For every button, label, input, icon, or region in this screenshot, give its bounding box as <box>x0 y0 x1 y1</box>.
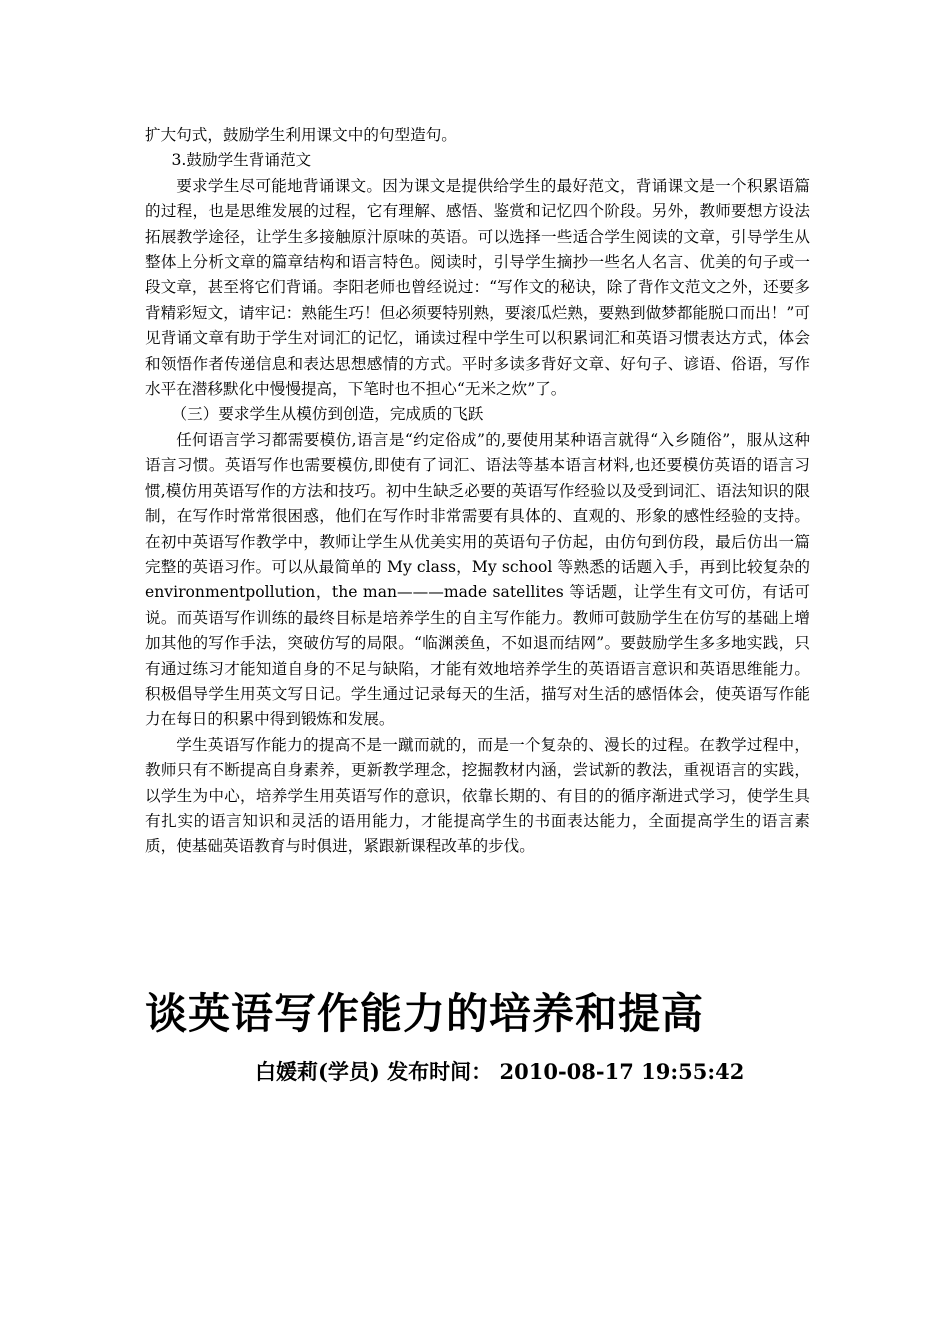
article-body <box>145 123 810 860</box>
subheading-recite-texts: 3.鼓励学生背诵范文 <box>171 151 312 170</box>
section-heading-imitation-to-creation: （三）要求学生从模仿到创造，完成质的飞跃 <box>171 405 484 424</box>
article-title: 谈英语写作能力的培养和提高 <box>145 989 705 1038</box>
article-byline: 白媛莉(学员) 发布时间： 2010-08-17 19:55:42 <box>255 1059 745 1084</box>
paragraph-continuation: 扩大句式，鼓励学生利用课文中的句型造句。 <box>145 126 457 144</box>
paragraph-imitation: 任何语言学习都需要模仿,语言是“约定俗成”的,要使用某种语言就得“入乡随俗”，服从这种语言习惯。英语写作也需要模仿,即使有了词汇、语法等基本语言材料,也还要模仿英语的语言习惯,模仿用英语写作的方法和技巧。初中生缺乏必要的英语写作经验以及受到词汇、语法知识的限制，在写作时常常很困惑，他们在写作时非常需要有具体的、直观的、形象的感性经验的支持。在初中英语写作教学中，教师让学生从优美实用的英语句子仿起，由仿句到仿段，最后仿出一篇完整的英语习作。可以从最简单的 My class，My school 等熟悉的话题入手，再到比较复杂的 environmentpollution，the man———made satellites 等话题，让学生有文可仿，有话可说。而英语写作训练的最终目标是培养学生的自主写作能力。教师可鼓励学生在仿写的基础上增加其他的写作手法，突破仿写的局限。“临渊羡鱼，不如退而结网”。要鼓励学生多多地实践，只有通过练习才能知道自身的不足与缺陷，才能有效地培养学生的英语语言意识和英语思维能力。积极倡导学生用英文写日记。学生通过记录每天的生活，描写对生活的感悟体会，使英语写作能力在每日的积累中得到锻炼和发展。 <box>145 430 810 729</box>
paragraph-recite-texts: 要求学生尽可能地背诵课文。因为课文是提供给学生的最好范文，背诵课文是一个积累语篇的过程，也是思维发展的过程，它有理解、感悟、鉴赏和记忆四个阶段。另外，教师要想方设法拓展教学途径，让学生多接触原汁原味的英语。可以选择一些适合学生阅读的文章，引导学生从整体上分析文章的篇章结构和语言特色。阅读时，引导学生摘抄一些名人名言、优美的句子或一段文章，甚至将它们背诵。李阳老师也曾经说过：“写作文的秘诀，除了背作文范文之外，还要多背精彩短文，请牢记：熟能生巧！但必须要特别熟，要滚瓜烂熟，要熟到做梦都能脱口而出！”可见背诵文章有助于学生对词汇的记忆，诵读过程中学生可以积累词汇和英语习惯表达方式，体会和领悟作者传递信息和表达思想感情的方式。平时多读多背好文章、好句子、谚语、俗语，写作水平在潜移默化中慢慢提高，下笔时也不担心“无米之炊”了。 <box>145 176 810 399</box>
paragraph-conclusion: 学生英语写作能力的提高不是一蹴而就的，而是一个复杂的、漫长的过程。在教学过程中，教师只有不断提高自身素养，更新教学理念，挖掘教材内涵，尝试新的教法，重视语言的实践，以学生为中心，培养学生用英语写作的意识，依靠长期的、有目的的循序渐进式学习，使学生具有扎实的语言知识和灵活的语用能力，才能提高学生的书面表达能力，全面提高学生的语言素质，使基础英语教育与时俱进，紧跟新课程改革的步伐。 <box>145 735 810 856</box>
